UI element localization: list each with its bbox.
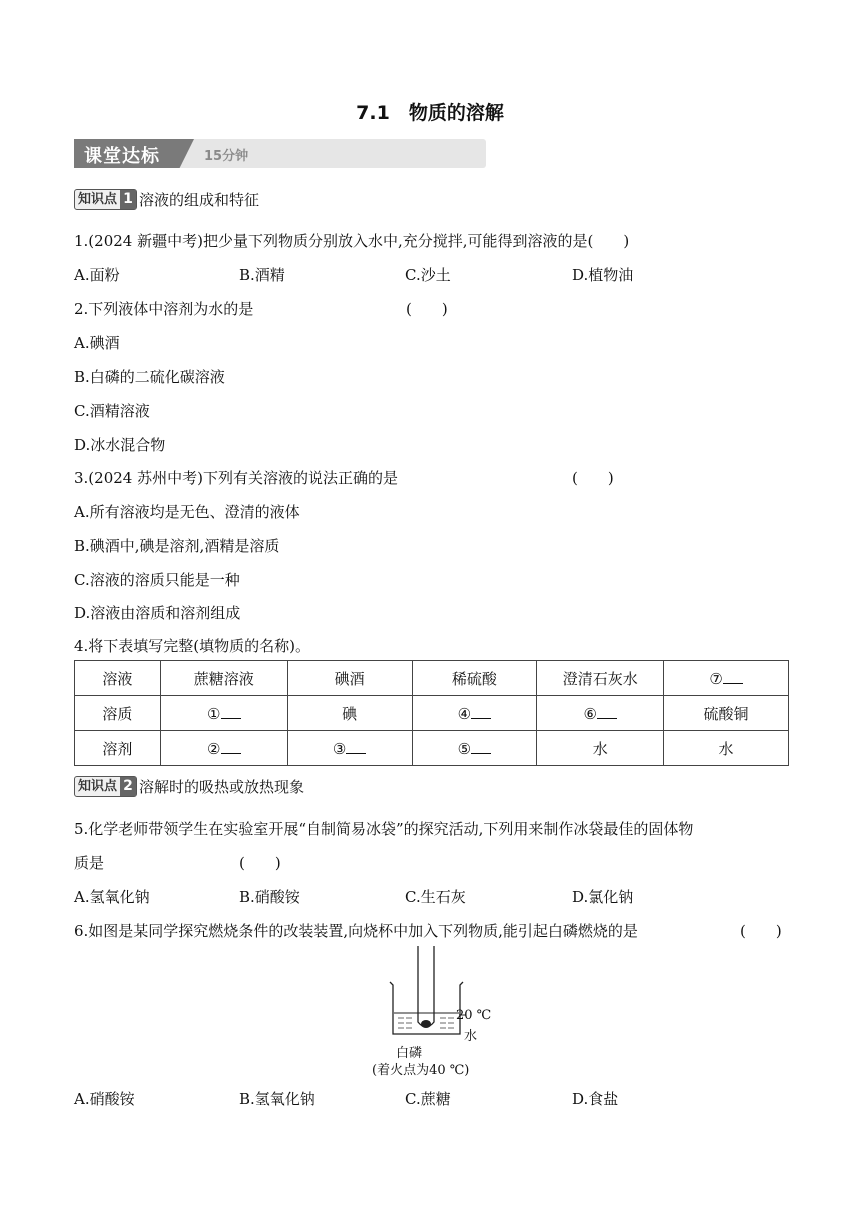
question-1-option-c: C.沙土: [405, 266, 451, 284]
table-cell: [160, 661, 287, 696]
table-cell: [537, 731, 664, 766]
fill-blank[interactable]: [346, 739, 366, 754]
question-6-answer-paren: ( ): [740, 922, 782, 940]
question-1-option-d: D.植物油: [572, 266, 634, 284]
question-2-option-a: A.碘酒: [74, 334, 120, 352]
blank-marker: ⑦: [709, 669, 723, 688]
knowledge-point-2: [74, 775, 304, 797]
water-temperature-label: 20 ℃: [456, 1008, 492, 1023]
row-header: 溶质: [102, 704, 133, 723]
question-6-option-d: D.食盐: [572, 1090, 619, 1108]
table-cell: [75, 696, 161, 731]
table-row: [75, 696, 789, 731]
table-row: [75, 731, 789, 766]
question-5-stem-line-1: 5.化学老师带领学生在实验室开展“自制简易冰袋”的探究活动,下列用来制作冰袋最佳的固体物: [74, 820, 694, 838]
question-3-answer-paren: ( ): [572, 469, 614, 487]
table-cell: [412, 696, 537, 731]
fill-blank[interactable]: [723, 669, 743, 684]
question-2-answer-paren: ( ): [406, 300, 448, 318]
row-header: 溶剂: [102, 739, 133, 758]
table-cell: [664, 661, 789, 696]
table-cell: [664, 731, 789, 766]
knowledge-point-badge: [74, 189, 137, 210]
question-6-option-c: C.蔗糖: [405, 1090, 451, 1108]
beaker-diagram: [360, 942, 500, 1042]
question-2-option-b: B.白磷的二硫化碳溶液: [74, 368, 225, 386]
table-cell: [75, 661, 161, 696]
knowledge-point-1: [74, 188, 259, 210]
question-5-stem-line-2: 质是: [74, 854, 105, 872]
blank-marker: ④: [457, 704, 472, 723]
question-1-stem: 1.(2024 新疆中考)把少量下列物质分别放入水中,充分搅拌,可能得到溶液的是( ): [74, 232, 630, 250]
fill-blank[interactable]: [221, 739, 241, 754]
table-cell: [537, 661, 664, 696]
cell-text: 蔗糖溶液: [193, 669, 254, 688]
blank-marker: ②: [207, 739, 221, 758]
table-cell: [75, 731, 161, 766]
question-5-option-d: D.氯化钠: [572, 888, 634, 906]
fill-blank[interactable]: [471, 739, 491, 754]
question-4-stem: 4.将下表填写完整(填物质的名称)。: [74, 637, 311, 655]
table-cell: [287, 696, 412, 731]
table-cell: [160, 731, 287, 766]
question-2-option-c: C.酒精溶液: [74, 402, 150, 420]
cell-text: 水: [592, 739, 608, 758]
row-header: 溶液: [102, 669, 133, 688]
knowledge-point-number: 1: [120, 190, 136, 209]
cell-text: 澄清石灰水: [562, 669, 638, 688]
cell-text: 碘: [342, 704, 358, 723]
question-3-option-c: C.溶液的溶质只能是一种: [74, 571, 240, 589]
knowledge-point-title: 溶液的组成和特征: [139, 190, 260, 209]
knowledge-point-number: 2: [120, 777, 136, 796]
question-4-table: [74, 660, 789, 766]
table-cell: [287, 731, 412, 766]
phosphorus-label: 白磷: [396, 1046, 423, 1061]
knowledge-point-title: 溶解时的吸热或放热现象: [139, 777, 305, 796]
table-cell: [412, 661, 537, 696]
question-3-option-d: D.溶液由溶质和溶剂组成: [74, 604, 241, 622]
table-cell: [537, 696, 664, 731]
question-2-stem: 2.下列液体中溶剂为水的是: [74, 300, 254, 318]
question-5-option-a: A.氢氧化钠: [74, 888, 150, 906]
table-cell: [664, 696, 789, 731]
question-3-option-b: B.碘酒中,碘是溶剂,酒精是溶质: [74, 537, 280, 555]
question-6-option-b: B.氢氧化钠: [239, 1090, 315, 1108]
table-cell: [412, 731, 537, 766]
blank-marker: ⑤: [457, 739, 472, 758]
question-6-stem: 6.如图是某同学探究燃烧条件的改装装置,向烧杯中加入下列物质,能引起白磷燃烧的是: [74, 922, 638, 940]
fill-blank[interactable]: [471, 704, 491, 719]
ignition-point-label: (着火点为40 ℃): [372, 1063, 470, 1078]
beaker-figure: [360, 942, 500, 1082]
question-3-stem: 3.(2024 苏州中考)下列有关溶液的说法正确的是: [74, 469, 398, 487]
knowledge-point-badge: [74, 776, 137, 797]
cell-text: 碘酒: [334, 669, 365, 688]
cell-text: 硫酸铜: [703, 704, 749, 723]
question-5-option-c: C.生石灰: [405, 888, 466, 906]
section-banner: [74, 139, 486, 168]
table-cell: [287, 661, 412, 696]
table-row: [75, 661, 789, 696]
fill-blank[interactable]: [597, 704, 617, 719]
table-cell: [160, 696, 287, 731]
knowledge-point-label: 知识点: [78, 191, 118, 207]
water-label: 水: [464, 1029, 478, 1044]
question-5-answer-paren: ( ): [239, 854, 281, 872]
knowledge-point-label: 知识点: [78, 778, 118, 794]
blank-marker: ①: [207, 704, 221, 723]
banner-label: 课堂达标: [84, 146, 160, 167]
question-1-option-b: B.酒精: [239, 266, 285, 284]
page-title: 7.1 物质的溶解: [356, 102, 504, 124]
question-1-option-a: A.面粉: [74, 266, 120, 284]
cell-text: 水: [718, 739, 734, 758]
question-3-option-a: A.所有溶液均是无色、澄清的液体: [74, 503, 300, 521]
blank-marker: ⑥: [583, 704, 597, 723]
question-6-option-a: A.硝酸铵: [74, 1090, 135, 1108]
banner-time: 15分钟: [204, 149, 249, 164]
question-2-option-d: D.冰水混合物: [74, 436, 166, 454]
cell-text: 稀硫酸: [451, 669, 497, 688]
fill-blank[interactable]: [221, 704, 241, 719]
question-5-option-b: B.硝酸铵: [239, 888, 300, 906]
blank-marker: ③: [332, 739, 347, 758]
